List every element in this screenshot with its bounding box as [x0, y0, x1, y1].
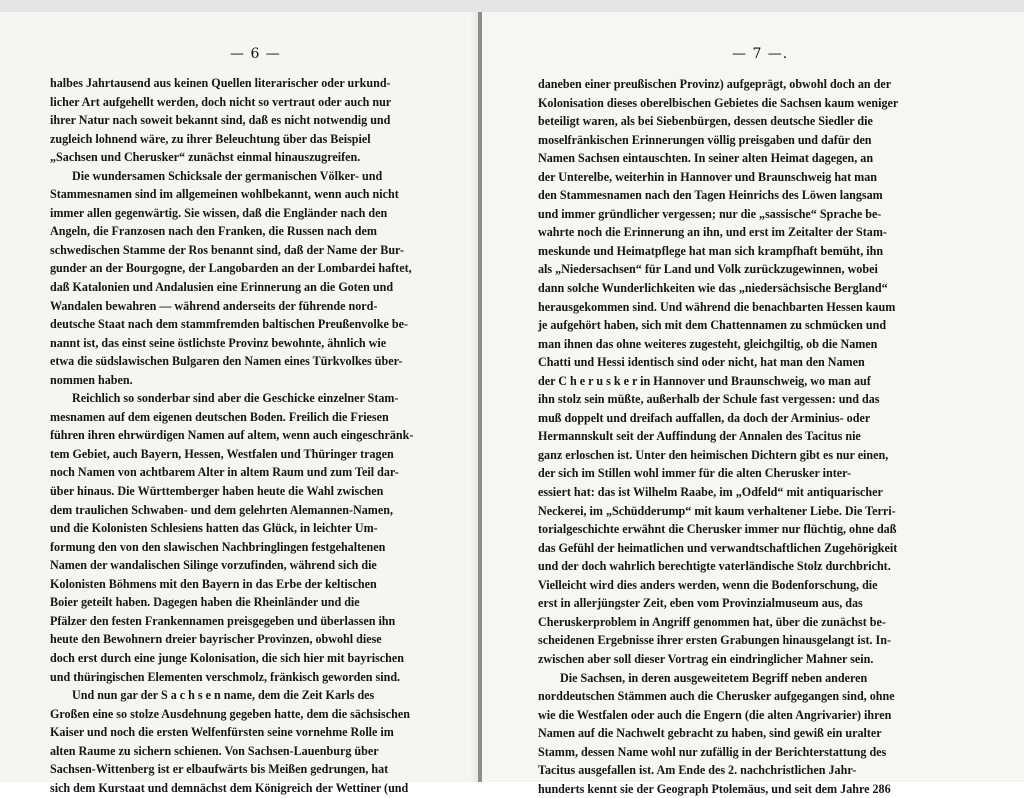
text-line: wahrte noch die Erinnerung an ihn, und erst im Zeitalter der Stam-: [538, 225, 887, 240]
text-line: den Stammesnamen nach den Tagen Heinrichs des Löwen langsam: [538, 188, 883, 203]
text-line: immer allen gegenwärtig. Sie wissen, daß die Engländer nach den: [50, 205, 388, 220]
text-line: und die Kolonisten Schlesiens hatten das Glück, in leichter Um-: [50, 521, 378, 536]
text-line: Cheruskerproblem in Angriff genommen hat, über die zunächst be-: [538, 614, 886, 629]
text-line: torialgeschichte erwähnt die Cherusker immer nur flüchtig, ohne daß: [538, 522, 897, 537]
text-line: je aufgehört haben, sich mit dem Chattennamen zu schmücken und: [538, 318, 887, 333]
text-line: Kolonisation dieses oberelbischen Gebietes die Sachsen kaum weniger: [538, 95, 899, 110]
left-page: [0, 12, 478, 795]
text-line: Pfälzer den festen Frankennamen preisgegeben und überlassen ihn: [50, 613, 396, 628]
text-line: als „Niedersachsen“ für Land und Volk zurückzugewinnen, wobei: [538, 262, 878, 277]
text-line: daß Katalonien und Andalusien eine Erinnerung an die Goten und: [50, 280, 394, 295]
text-line: und der doch wahrlich berechtigte vaterländische Stolz durchbricht.: [538, 559, 891, 574]
text-line: Die Sachsen, in deren ausgeweitetem Begriff neben anderen: [560, 670, 868, 685]
text-line: erst in allerjüngster Zeit, eben vom Provinzialmuseum aus, das: [538, 596, 863, 611]
right-page-body: [538, 75, 933, 798]
text-line: Namen Sachsen eintauschten. In seiner alten Heimat dagegen, an: [538, 151, 874, 166]
text-line: essiert hat: das ist Wilhelm Raabe, im „Odfeld“ mit antiquarischer: [538, 485, 883, 500]
text-line: Sachsen-Wittenberg ist er elbaufwärts bis Meißen gedrungen, hat: [50, 762, 389, 777]
text-line: führen ihren ehrwürdigen Namen auf altem, wenn auch eingeschränk-: [50, 428, 414, 443]
text-line: zugleich lohnend wäre, zu ihrer Beleuchtung über das Beispiel: [50, 131, 371, 146]
text-line: Namen der wandalischen Silinge vorzufinden, während sich die: [50, 558, 377, 573]
text-line: dann solche Wunderlichkeiten wie das „niedersächsische Bergland“: [538, 281, 888, 296]
text-line: alten Raume zu sichern schienen. Von Sachsen-Lauenburg über: [50, 743, 379, 758]
text-line: nommen haben.: [50, 372, 133, 387]
scan-top-edge: [0, 0, 1024, 12]
right-page: [482, 12, 1024, 796]
text-line: scheidenen Ergebnisse ihrer ersten Grabungen hinausgelangt ist. In-: [538, 633, 891, 648]
text-line: beteiligt waren, als bei Siebenbürgen, dessen deutsche Siedler die: [538, 114, 873, 129]
text-line: Kolonisten Böhmens mit den Bayern in das Erbe der keltischen: [50, 576, 377, 591]
text-line: der Unterelbe, weiterhin in Hannover und Braunschweig hat man: [538, 169, 877, 184]
text-line: Und nun gar der S a c h s e n name, dem die Zeit Karls des: [72, 688, 375, 703]
right-page-number: — 7 —.: [732, 46, 789, 62]
text-line: Boier geteilt haben. Dagegen haben die Rheinländer und die: [50, 595, 360, 610]
text-line: noch Namen von achtbarem Alter in altem Raum und zum Teil dar-: [50, 465, 399, 480]
text-line: Kaiser und noch die ersten Welfenfürsten seine vornehme Rolle im: [50, 725, 394, 740]
text-line: ihn stolz sein müßte, außerhalb der Schule fast vergessen: und das: [538, 392, 880, 407]
text-line: nannt ist, das einst seine östlichste Provinz bewohnte, ähnlich wie: [50, 335, 387, 350]
text-line: Tacitus ausgefallen ist. Am Ende des 2. nachchristlichen Jahr-: [538, 763, 857, 778]
text-line: schwedischen Stamme der Ros benannt sind, daß der Name der Bur-: [50, 242, 404, 257]
text-line: Stamm, dessen Name wohl nur zufällig in der Berichterstattung des: [538, 744, 887, 759]
left-page-body: [50, 74, 441, 797]
text-line: Großen eine so stolze Ausdehnung gegeben hatte, dem die sächsischen: [50, 706, 410, 721]
text-line: der sich im Stillen wohl immer für die alten Cherusker inter-: [538, 466, 852, 481]
text-line: Reichlich so sonderbar sind aber die Geschicke einzelner Stam-: [72, 391, 399, 406]
text-line: doch erst durch eine junge Kolonisation, die sich hier mit bayrischen: [50, 650, 404, 665]
text-line: Chatti und Hessi identisch sind oder nicht, hat man den Namen: [538, 355, 865, 370]
text-line: mesnamen auf dem eigenen deutschen Boden. Freilich die Friesen: [50, 409, 389, 424]
text-line: hunderts kennt sie der Geograph Ptolemäus, und seit dem Jahre 286: [538, 781, 891, 796]
text-line: wie die Westfalen oder auch die Engern (die alten Angrivarier) ihren: [538, 707, 892, 722]
text-line: gunder an der Bourgogne, der Langobarden an der Lombardei haftet,: [50, 261, 412, 276]
text-line: daneben einer preußischen Provinz) aufgeprägt, obwohl doch an der: [538, 77, 892, 91]
text-line: Vielleicht wird dies anders werden, wenn die Bodenforschung, die: [538, 577, 878, 592]
text-line: sich dem Kurstaat und demnächst dem Königreich der Wettiner (und: [50, 780, 409, 795]
text-line: das Gefühl der heimatlichen und verwandtschaftlichen Zugehörigkeit: [538, 540, 898, 555]
text-line: ihrer Natur nach soweit bekannt sind, daß es nicht notwendig und: [50, 113, 391, 128]
text-line: heute den Bewohnern dreier bayrischer Provinzen, obwohl diese: [50, 632, 382, 647]
text-line: tem Gebiet, auch Bayern, Hessen, Westfalen und Thüringer tragen: [50, 446, 394, 461]
text-line: moselfränkischen Erinnerungen völlig preisgaben und dafür den: [538, 132, 872, 147]
text-line: meskunde und Heimatpflege hat man sich krampfhaft bemüht, ihn: [538, 243, 884, 258]
text-line: herausgekommen sind. Und während die benachbarten Hessen kaum: [538, 299, 896, 314]
text-line: norddeutschen Stämmen auch die Cherusker aufgegangen sind, ohne: [538, 689, 895, 704]
text-line: Die wundersamen Schicksale der germanischen Völker- und: [72, 168, 383, 183]
text-line: der C h e r u s k e r in Hannover und Braunschweig, wo man auf: [538, 373, 871, 388]
left-page-number: — 6 —: [230, 46, 281, 62]
text-line: deutsche Staat nach dem stammfremden baltischen Preußenvolke be-: [50, 317, 408, 332]
text-line: über hinaus. Die Württemberger haben heute die Wahl zwischen: [50, 484, 384, 499]
text-line: Stammesnamen sind im allgemeinen wohlbekannt, wenn auch nicht: [50, 187, 399, 202]
text-line: „Sachsen und Cherusker“ zunächst einmal hinauszugreifen.: [50, 150, 361, 165]
text-line: Neckerei, im „Schüdderump“ mit kaum verhaltener Liebe. Die Terri-: [538, 503, 896, 518]
text-line: halbes Jahrtausend aus keinen Quellen literarischer oder urkund-: [50, 76, 391, 90]
text-line: dem traulichen Schwaben- und dem gelehrten Alemannen-Namen,: [50, 502, 393, 517]
text-line: und immer gründlicher vergessen; nur die „sassische“ Sprache be-: [538, 206, 882, 221]
gutter-shadow: [470, 12, 478, 782]
text-line: Hermannskult seit der Auffindung der Annalen des Tacitus nie: [538, 429, 861, 444]
text-line: und thüringischen Elementen verschmolz, fränkisch geworden sind.: [50, 669, 401, 684]
text-line: muß doppelt und dreifach auffallen, da doch der Arminius- oder: [538, 410, 871, 425]
text-line: man ihnen das ohne weiteres zugesteht, gleichgiltig, ob die Namen: [538, 336, 878, 351]
text-line: ganz erloschen ist. Unter den heimischen Dichtern gibt es nur einen,: [538, 447, 889, 462]
text-line: Namen auf die Nachwelt gebracht zu haben, sind gewiß ein uralter: [538, 726, 882, 741]
text-line: licher Art aufgehellt werden, doch nicht so vertraut oder auch nur: [50, 94, 392, 109]
text-line: etwa die südslawischen Bulgaren den Namen eines Türkvolkes über-: [50, 354, 403, 369]
text-line: Angeln, die Franzosen nach den Franken, die Russen nach dem: [50, 224, 377, 239]
text-line: zwischen aber soll dieser Vortrag ein eindringlicher Mahner sein.: [538, 651, 874, 666]
text-line: Wandalen bewahren — während anderseits der führende nord-: [50, 298, 378, 313]
text-line: formung den von den slawischen Nachbringlingen festgehaltenen: [50, 539, 386, 554]
